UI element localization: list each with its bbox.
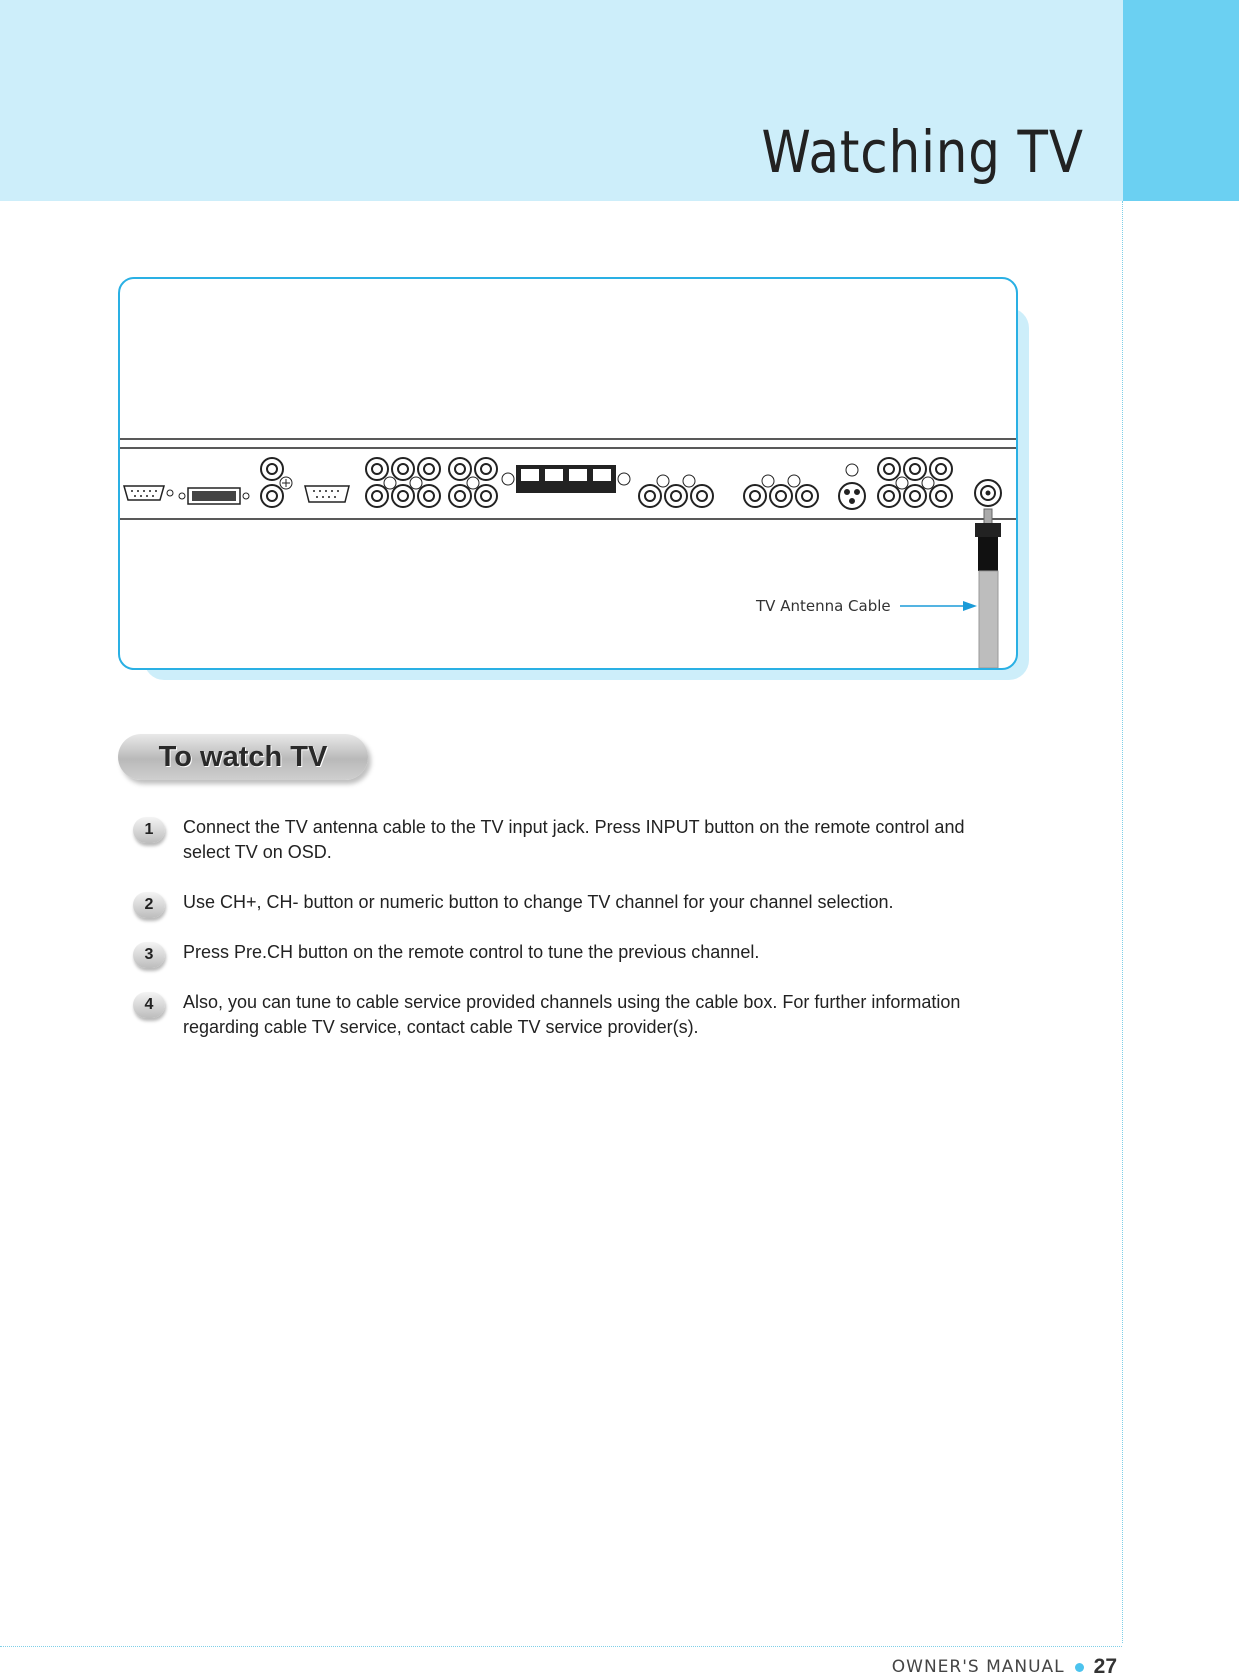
dvi-port-icon [179, 488, 249, 504]
step-item [133, 990, 973, 1040]
section-title: To watch TV [158, 740, 328, 773]
connection-diagram [118, 277, 1018, 670]
step-item [133, 890, 973, 918]
step-number-badge: 1 [133, 817, 165, 843]
vga-port-icon [305, 486, 349, 502]
antenna-callout-arrow-icon [900, 601, 977, 611]
step-number-badge: 4 [133, 992, 165, 1018]
page-footer [892, 1655, 1117, 1679]
step-text: Use CH+, CH- button or numeric button to change TV channel for your channel selection. [183, 892, 894, 912]
antenna-cable-label: TV Antenna Cable [756, 597, 891, 615]
margin-guide-horizontal [0, 1646, 1122, 1647]
step-text: Also, you can tune to cable service provided channels using the cable box. For further information regarding cable TV service, contact cable TV service provider(s). [183, 992, 961, 1037]
component-2-jack-grid-icon [878, 458, 952, 507]
audio-jack-pair-icon [261, 458, 292, 507]
speaker-terminal-icon [502, 465, 630, 493]
step-number-badge: 3 [133, 942, 165, 968]
page-number: 27 [1093, 1655, 1117, 1678]
av-jack-group-icon [639, 475, 713, 507]
av-jack-group-2-icon [744, 475, 818, 507]
header-tab [1123, 0, 1239, 201]
step-number-badge: 2 [133, 892, 165, 918]
bullet-dot-icon [1075, 1663, 1084, 1672]
antenna-input-jack-icon [975, 480, 1001, 506]
step-text: Connect the TV antenna cable to the TV input jack. Press INPUT button on the remote control and select TV on OSD. [183, 817, 965, 862]
rs232-port-icon [124, 486, 173, 500]
footer-label: OWNER'S MANUAL [891, 1657, 1065, 1677]
step-text: Press Pre.CH button on the remote control to tune the previous channel. [183, 942, 760, 962]
step-item [133, 815, 973, 865]
s-video-jack-icon [839, 464, 865, 509]
step-item [133, 940, 973, 968]
component-jack-grid-icon [366, 458, 497, 507]
page-title: Watching TV [761, 118, 1084, 186]
margin-guide-vertical [1122, 201, 1123, 1643]
section-title-pill [118, 734, 368, 780]
antenna-cable-icon [975, 509, 1001, 668]
